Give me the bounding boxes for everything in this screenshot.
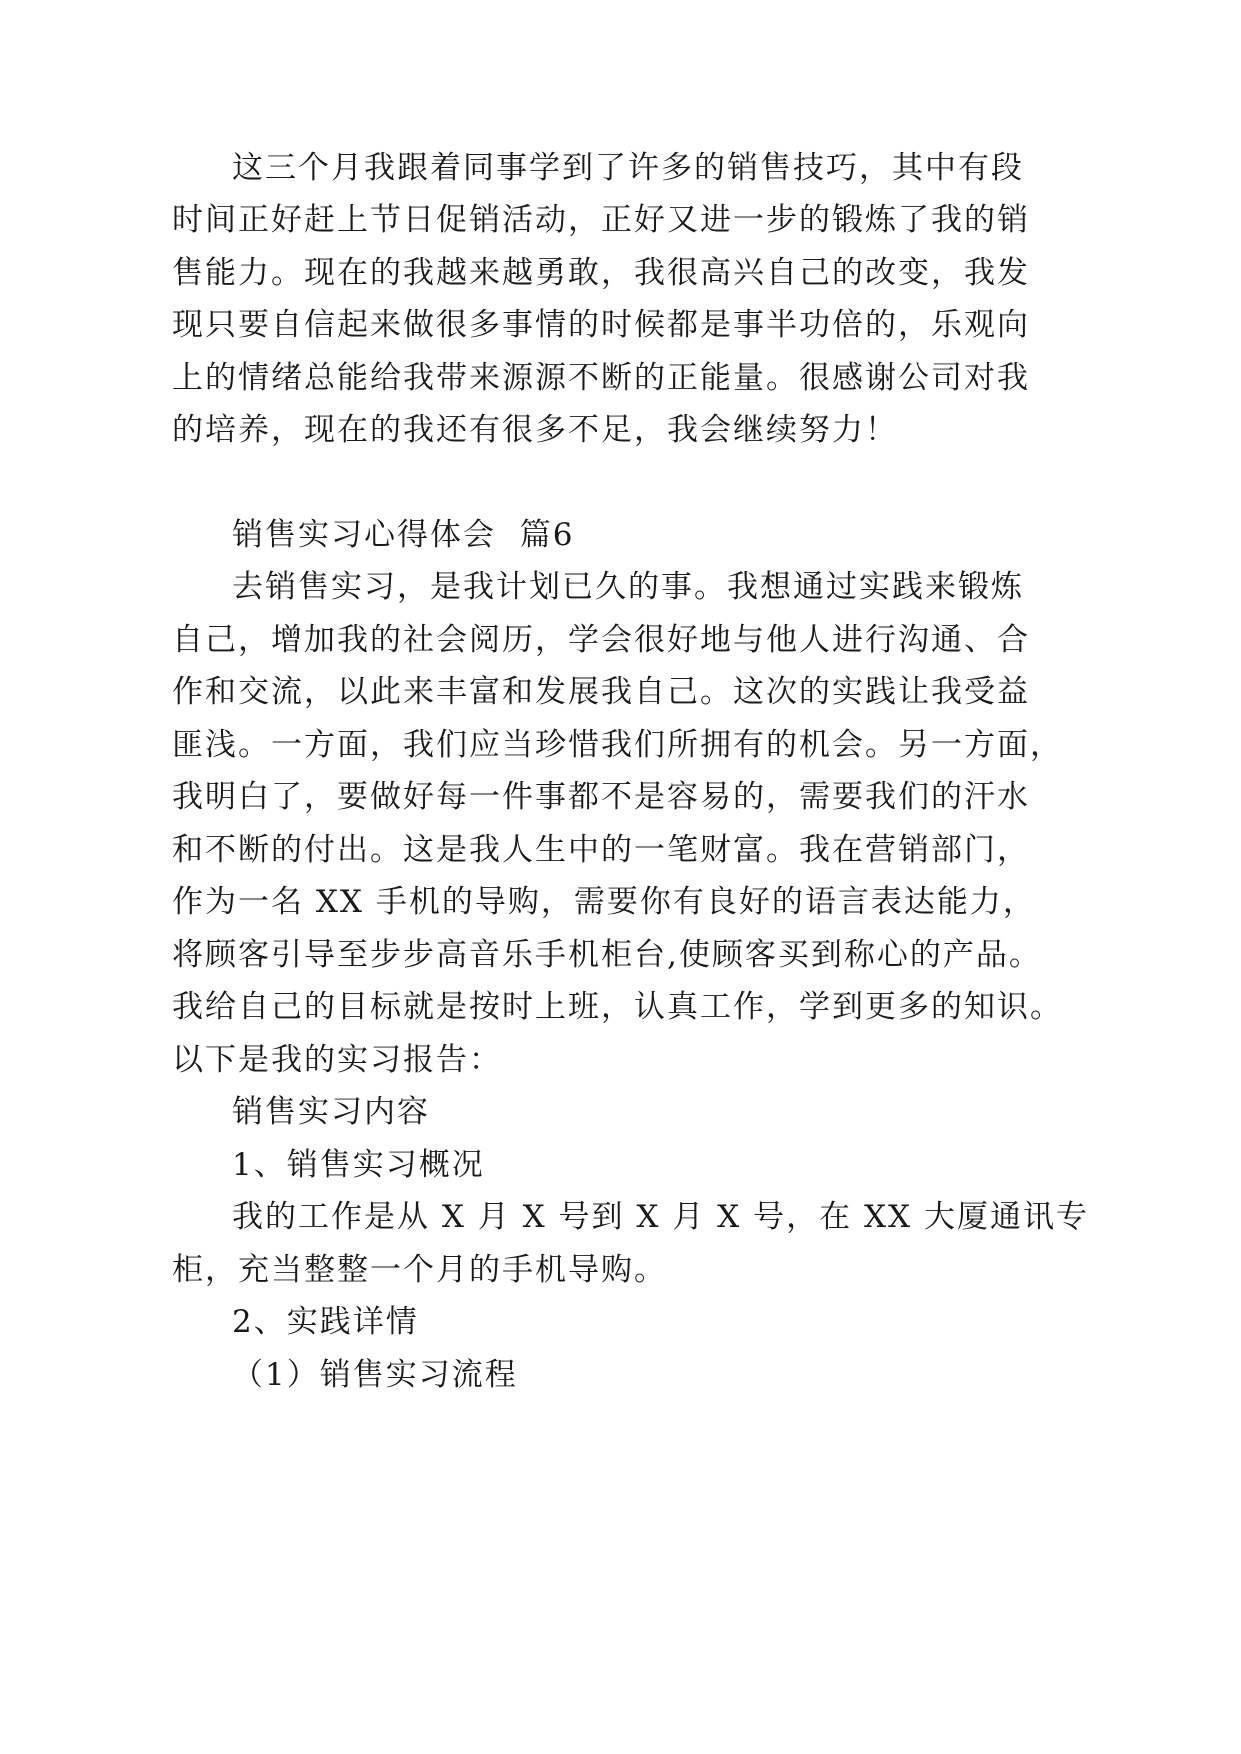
text-line: 以下是我的实习报告： xyxy=(172,1042,502,1078)
text-line: 我的工作是从 X 月 X 号到 X 月 X 号，在 XX 大厦通讯专 xyxy=(232,1199,1089,1235)
text-line: 售能力。现在的我越来越勇敢，我很高兴自己的改变，我发 xyxy=(172,255,1030,291)
subheading: （1）销售实习流程 xyxy=(232,1357,518,1393)
text-line: 匪浅。一方面，我们应当珍惜我们所拥有的机会。另一方面， xyxy=(172,727,1063,763)
text-line: 上的情绪总能给我带来源源不断的正能量。很感谢公司对我 xyxy=(172,360,1030,396)
text-line: 自己，增加我的社会阅历，学会很好地与他人进行沟通、合 xyxy=(172,622,1030,658)
text-line: 去销售实习，是我计划已久的事。我想通过实践来锻炼 xyxy=(232,569,1024,605)
text-line: 作和交流，以此来丰富和发展我自己。这次的实践让我受益 xyxy=(172,674,1030,710)
subheading: 销售实习内容 xyxy=(232,1094,430,1130)
text-line: 柜，充当整整一个月的手机导购。 xyxy=(172,1252,667,1288)
text-line: 我明白了，要做好每一件事都不是容易的，需要我们的汗水 xyxy=(172,779,1030,815)
text-line: 这三个月我跟着同事学到了许多的销售技巧，其中有段 xyxy=(232,150,1024,186)
subheading: 1、销售实习概况 xyxy=(232,1147,485,1183)
text-line: 时间正好赶上节日促销活动，正好又进一步的锻炼了我的销 xyxy=(172,202,1030,238)
text-line: 将顾客引导至步步高音乐手机柜台,使顾客买到称心的产品。 xyxy=(172,937,1042,973)
text-line: 我给自己的目标就是按时上班，认真工作，学到更多的知识。 xyxy=(172,989,1063,1025)
section-heading: 销售实习心得体会 篇6 xyxy=(232,517,575,553)
text-line: 作为一名 XX 手机的导购，需要你有良好的语言表达能力， xyxy=(172,884,1036,920)
text-line: 和不断的付出。这是我人生中的一笔财富。我在营销部门， xyxy=(172,832,1030,868)
text-line: 现只要自信起来做很多事情的时候都是事半功倍的，乐观向 xyxy=(172,307,1030,343)
subheading: 2、实践详情 xyxy=(232,1304,419,1340)
text-line: 的培养，现在的我还有很多不足，我会继续努力！ xyxy=(172,412,898,448)
